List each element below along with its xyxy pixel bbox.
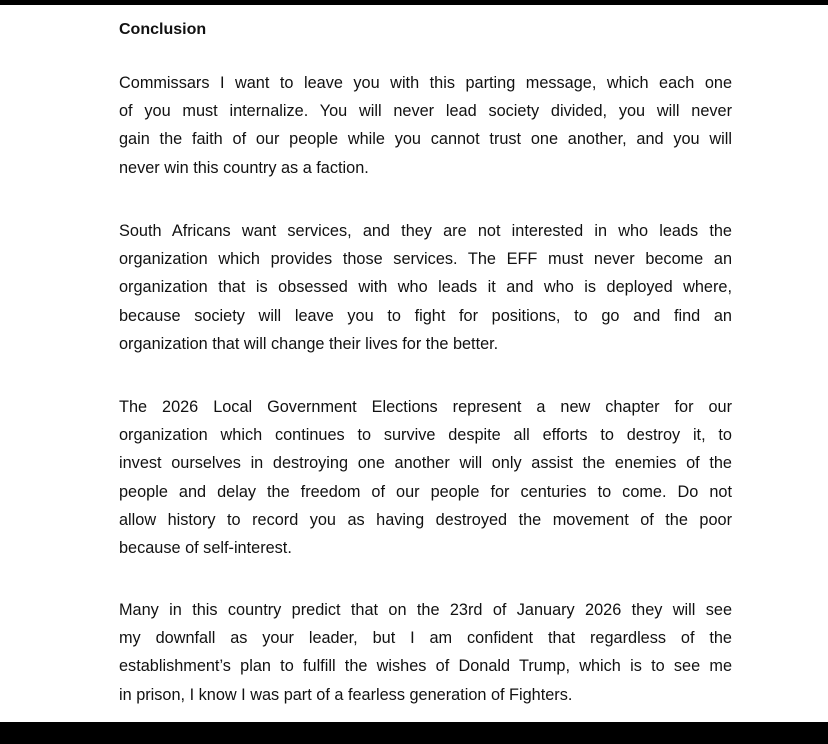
paragraph-line: organization which continues to survive despite all efforts to destroy it, to bbox=[119, 426, 732, 445]
paragraph-line: Commissars I want to leave you with this parting message, which each one bbox=[119, 74, 732, 92]
paragraph-line: gain the faith of our people while you cannot trust one another, and you will bbox=[119, 130, 732, 149]
bottom-black-bar bbox=[0, 722, 828, 744]
paragraph-line: organization that will change their lives for the better. bbox=[119, 334, 499, 353]
paragraph-line: of you must internalize. You will never lead society divided, you will never bbox=[119, 102, 732, 121]
paragraph-line: Many in this country predict that on the 23rd of January 2026 they will see bbox=[119, 601, 732, 619]
paragraph-line: my downfall as your leader, but I am confident that regardless of the bbox=[119, 629, 732, 648]
section-heading: Conclusion bbox=[119, 21, 207, 38]
paragraph-line: organization that is obsessed with who leads it and who is deployed where, bbox=[119, 278, 732, 297]
paragraph-line: in prison, I know I was part of a fearless generation of Fighters. bbox=[119, 685, 573, 704]
paragraph-line: people and delay the freedom of our people for centuries to come. Do not bbox=[119, 482, 732, 501]
paragraph-1 bbox=[119, 69, 732, 182]
paragraph-4 bbox=[119, 596, 732, 709]
paragraph-2 bbox=[119, 217, 732, 358]
paragraph-line: invest ourselves in destroying one another will only assist the enemies of the bbox=[119, 454, 732, 473]
paragraph-line: never win this country as a faction. bbox=[119, 158, 369, 177]
document-page bbox=[0, 5, 828, 722]
paragraph-line: South Africans want services, and they are not interested in who leads the bbox=[119, 222, 732, 240]
paragraph-line: because of self-interest. bbox=[119, 538, 292, 557]
paragraph-3 bbox=[119, 393, 732, 562]
paragraph-line: allow history to record you as having destroyed the movement of the poor bbox=[119, 510, 732, 529]
paragraph-line: organization which provides those services. The EFF must never become an bbox=[119, 250, 732, 269]
paragraph-line: establishment’s plan to fulfill the wishes of Donald Trump, which is to see me bbox=[119, 657, 732, 676]
paragraph-line: The 2026 Local Government Elections represent a new chapter for our bbox=[119, 398, 732, 416]
paragraph-line: because society will leave you to fight for positions, to go and find an bbox=[119, 306, 732, 325]
